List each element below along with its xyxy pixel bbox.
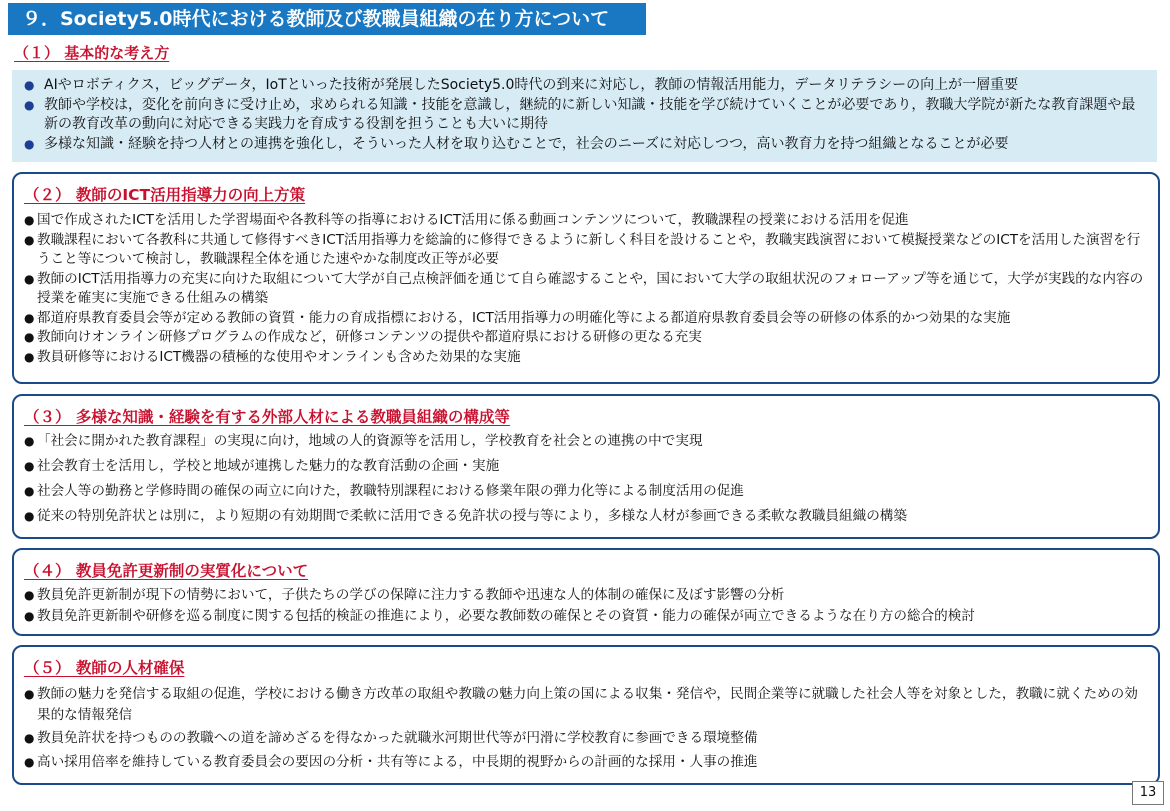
- list-item-text: 高い採用倍率を維持している教育委員会の要因の分析・共有等による，中長期的視野からの計画的な採用・人事の推進: [37, 753, 758, 770]
- section-heading-teacher-recruitment: （５） 教師の人材確保: [24, 659, 185, 677]
- section-heading-basic-concept: （１） 基本的な考え方: [14, 44, 170, 62]
- list-item-text: 教員免許状を持つものの教職への道を諦めざるを得なかった就職氷河期世代等が円滑に学校教育に参画できる環境整備: [37, 730, 758, 746]
- section-heading-ict: （２） 教師のICT活用指導力の向上方策: [24, 186, 306, 204]
- list-item: [24, 348, 1148, 368]
- list-item-text: 教員研修等におけるICT機器の積極的な使用やオンラインも含めた効果的な実施: [37, 348, 521, 365]
- list-item-text: 教師や学校は，変化を前向きに受け止め，求められる知識・技能を意識し，継続的に新しい知識・技能を学び続けていくことが必要であり，教職大学院が新たな教育課題や最新の教育改革の動向に対応できる実践力を育成する役割を担うことも大いに期待: [44, 96, 1136, 132]
- bullet-icon: ●: [24, 687, 35, 701]
- section-heading-external-personnel: （３） 多様な知識・経験を有する外部人材による教職員組織の構成等: [24, 408, 510, 426]
- list-item: [24, 504, 1148, 529]
- bullet-icon: ●: [24, 459, 35, 473]
- list-item: [24, 728, 1148, 749]
- bullet-icon: ●: [24, 97, 35, 112]
- bullet-icon: ●: [24, 484, 35, 498]
- bullet-icon: ●: [24, 349, 35, 364]
- list-item: [24, 231, 1148, 270]
- list-item: [24, 96, 1147, 135]
- bullet-icon: ●: [24, 136, 35, 151]
- page-title: ９．Society5.0時代における教師及び教職員組織の在り方について: [8, 3, 646, 35]
- list-item-text: 教師のICT活用指導力の充実に向けた取組について大学が自己点検評価を通じて自ら確認することや，国において大学の取組状況のフォローアップ等を通じて，大学が実践的な内容の授業を確実に実施できる仕組みの構築: [37, 270, 1144, 306]
- list-item-text: 社会人等の勤務と学修時間の確保の両立に向けた，教職特別課程における修業年限の弾力化等による制度活用の促進: [37, 483, 744, 499]
- list-item-text: 社会教育士を活用し，学校と地域が連携した魅力的な教育活動の企画・実施: [37, 458, 500, 474]
- license-renewal-section-box: [12, 548, 1160, 636]
- list-item-text: AIやロボティクス，ビッグデータ，IoTといった技術が発展したSociety5.0時代の到来に対応し，教師の情報活用能力，データリテラシーの向上が一層重要: [44, 77, 1019, 93]
- list-item: [24, 328, 1148, 348]
- list-item: [24, 585, 1148, 606]
- bullet-icon: ●: [24, 330, 35, 344]
- bullet-icon: ●: [24, 232, 35, 247]
- list-item: [24, 76, 1147, 96]
- list-item: [24, 752, 1148, 773]
- list-item-text: 都道府県教育委員会等が定める教師の資質・能力の育成指標における，ICT活用指導力の明確化等による都道府県教育委員会等の研修の体系的かつ効果的な実施: [37, 309, 1011, 326]
- list-item-text: 従来の特別免許状とは別に，より短期の有効期間で柔軟に活用できる免許状の授与等により，多様な人材が参画できる柔軟な教職員組織の構築: [37, 508, 907, 524]
- list-item: [24, 684, 1148, 725]
- list-item: [24, 270, 1148, 309]
- bullet-icon: ●: [24, 213, 35, 227]
- list-item: [24, 135, 1147, 155]
- list-item-text: 教員免許更新制や研修を巡る制度に関する包括的検証の推進により，必要な教師数の確保とその資質・能力の確保が両立できるような在り方の総合的検討: [37, 608, 975, 624]
- list-item: [24, 429, 1148, 454]
- teacher-recruitment-section-box: [12, 645, 1160, 785]
- bullet-icon: ●: [24, 754, 35, 769]
- section-heading-license-renewal: （４） 教員免許更新制の実質化について: [24, 562, 309, 580]
- list-item-text: 「社会に開かれた教育課程」の実現に向け，地域の人的資源等を活用し，学校教育を社会との連携の中で実現: [37, 433, 703, 449]
- list-item-text: 教員免許更新制が現下の情勢において，子供たちの学びの保障に注力する教師や迅速な人的体制の確保に及ぼす影響の分析: [37, 587, 785, 603]
- bullet-icon: ●: [24, 434, 35, 448]
- bullet-icon: ●: [24, 609, 35, 623]
- list-item: [24, 309, 1148, 329]
- bullet-icon: ●: [24, 731, 35, 745]
- bullet-icon: ●: [24, 78, 35, 92]
- list-item: [24, 606, 1148, 627]
- list-item-text: 国で作成されたICTを活用した学習場面や各教科等の指導におけるICT活用に係る動画コンテンツについて，教職課程の授業における活用を促進: [37, 212, 909, 228]
- bullet-icon: ●: [24, 310, 35, 325]
- bullet-icon: ●: [24, 588, 35, 602]
- external-personnel-section-box: [12, 394, 1160, 539]
- ict-section-box: [12, 172, 1160, 384]
- bullet-icon: ●: [24, 509, 35, 523]
- list-item-text: 多様な知識・経験を持つ人材との連携を強化し，そういった人材を取り込むことで，社会のニーズに対応しつつ，高い教育力を持つ組織となることが必要: [44, 135, 1009, 152]
- list-item: [24, 454, 1148, 479]
- basic-concept-box: [12, 70, 1157, 162]
- list-item-text: 教師の魅力を発信する取組の促進，学校における働き方改革の取組や教職の魅力向上策の国による収集・発信や，民間企業等に就職した社会人等を対象とした，教職に就くための効果的な情報発信: [37, 686, 1138, 723]
- bullet-icon: ●: [24, 271, 35, 286]
- list-item-text: 教師向けオンライン研修プログラムの作成など，研修コンテンツの提供や都道府県における研修の更なる充実: [37, 329, 702, 345]
- list-item-text: 教職課程において各教科に共通して修得すべきICT活用指導力を総論的に修得できるように新しく科目を設けることや，教職実践演習において模擬授業などのICTを活用した演習を行うこと等について検討し，教職課程全体を通じた速やかな制度改正等が必要: [37, 231, 1141, 267]
- list-item: [24, 211, 1148, 231]
- list-item: [24, 479, 1148, 504]
- page-number: 13: [1132, 781, 1164, 805]
